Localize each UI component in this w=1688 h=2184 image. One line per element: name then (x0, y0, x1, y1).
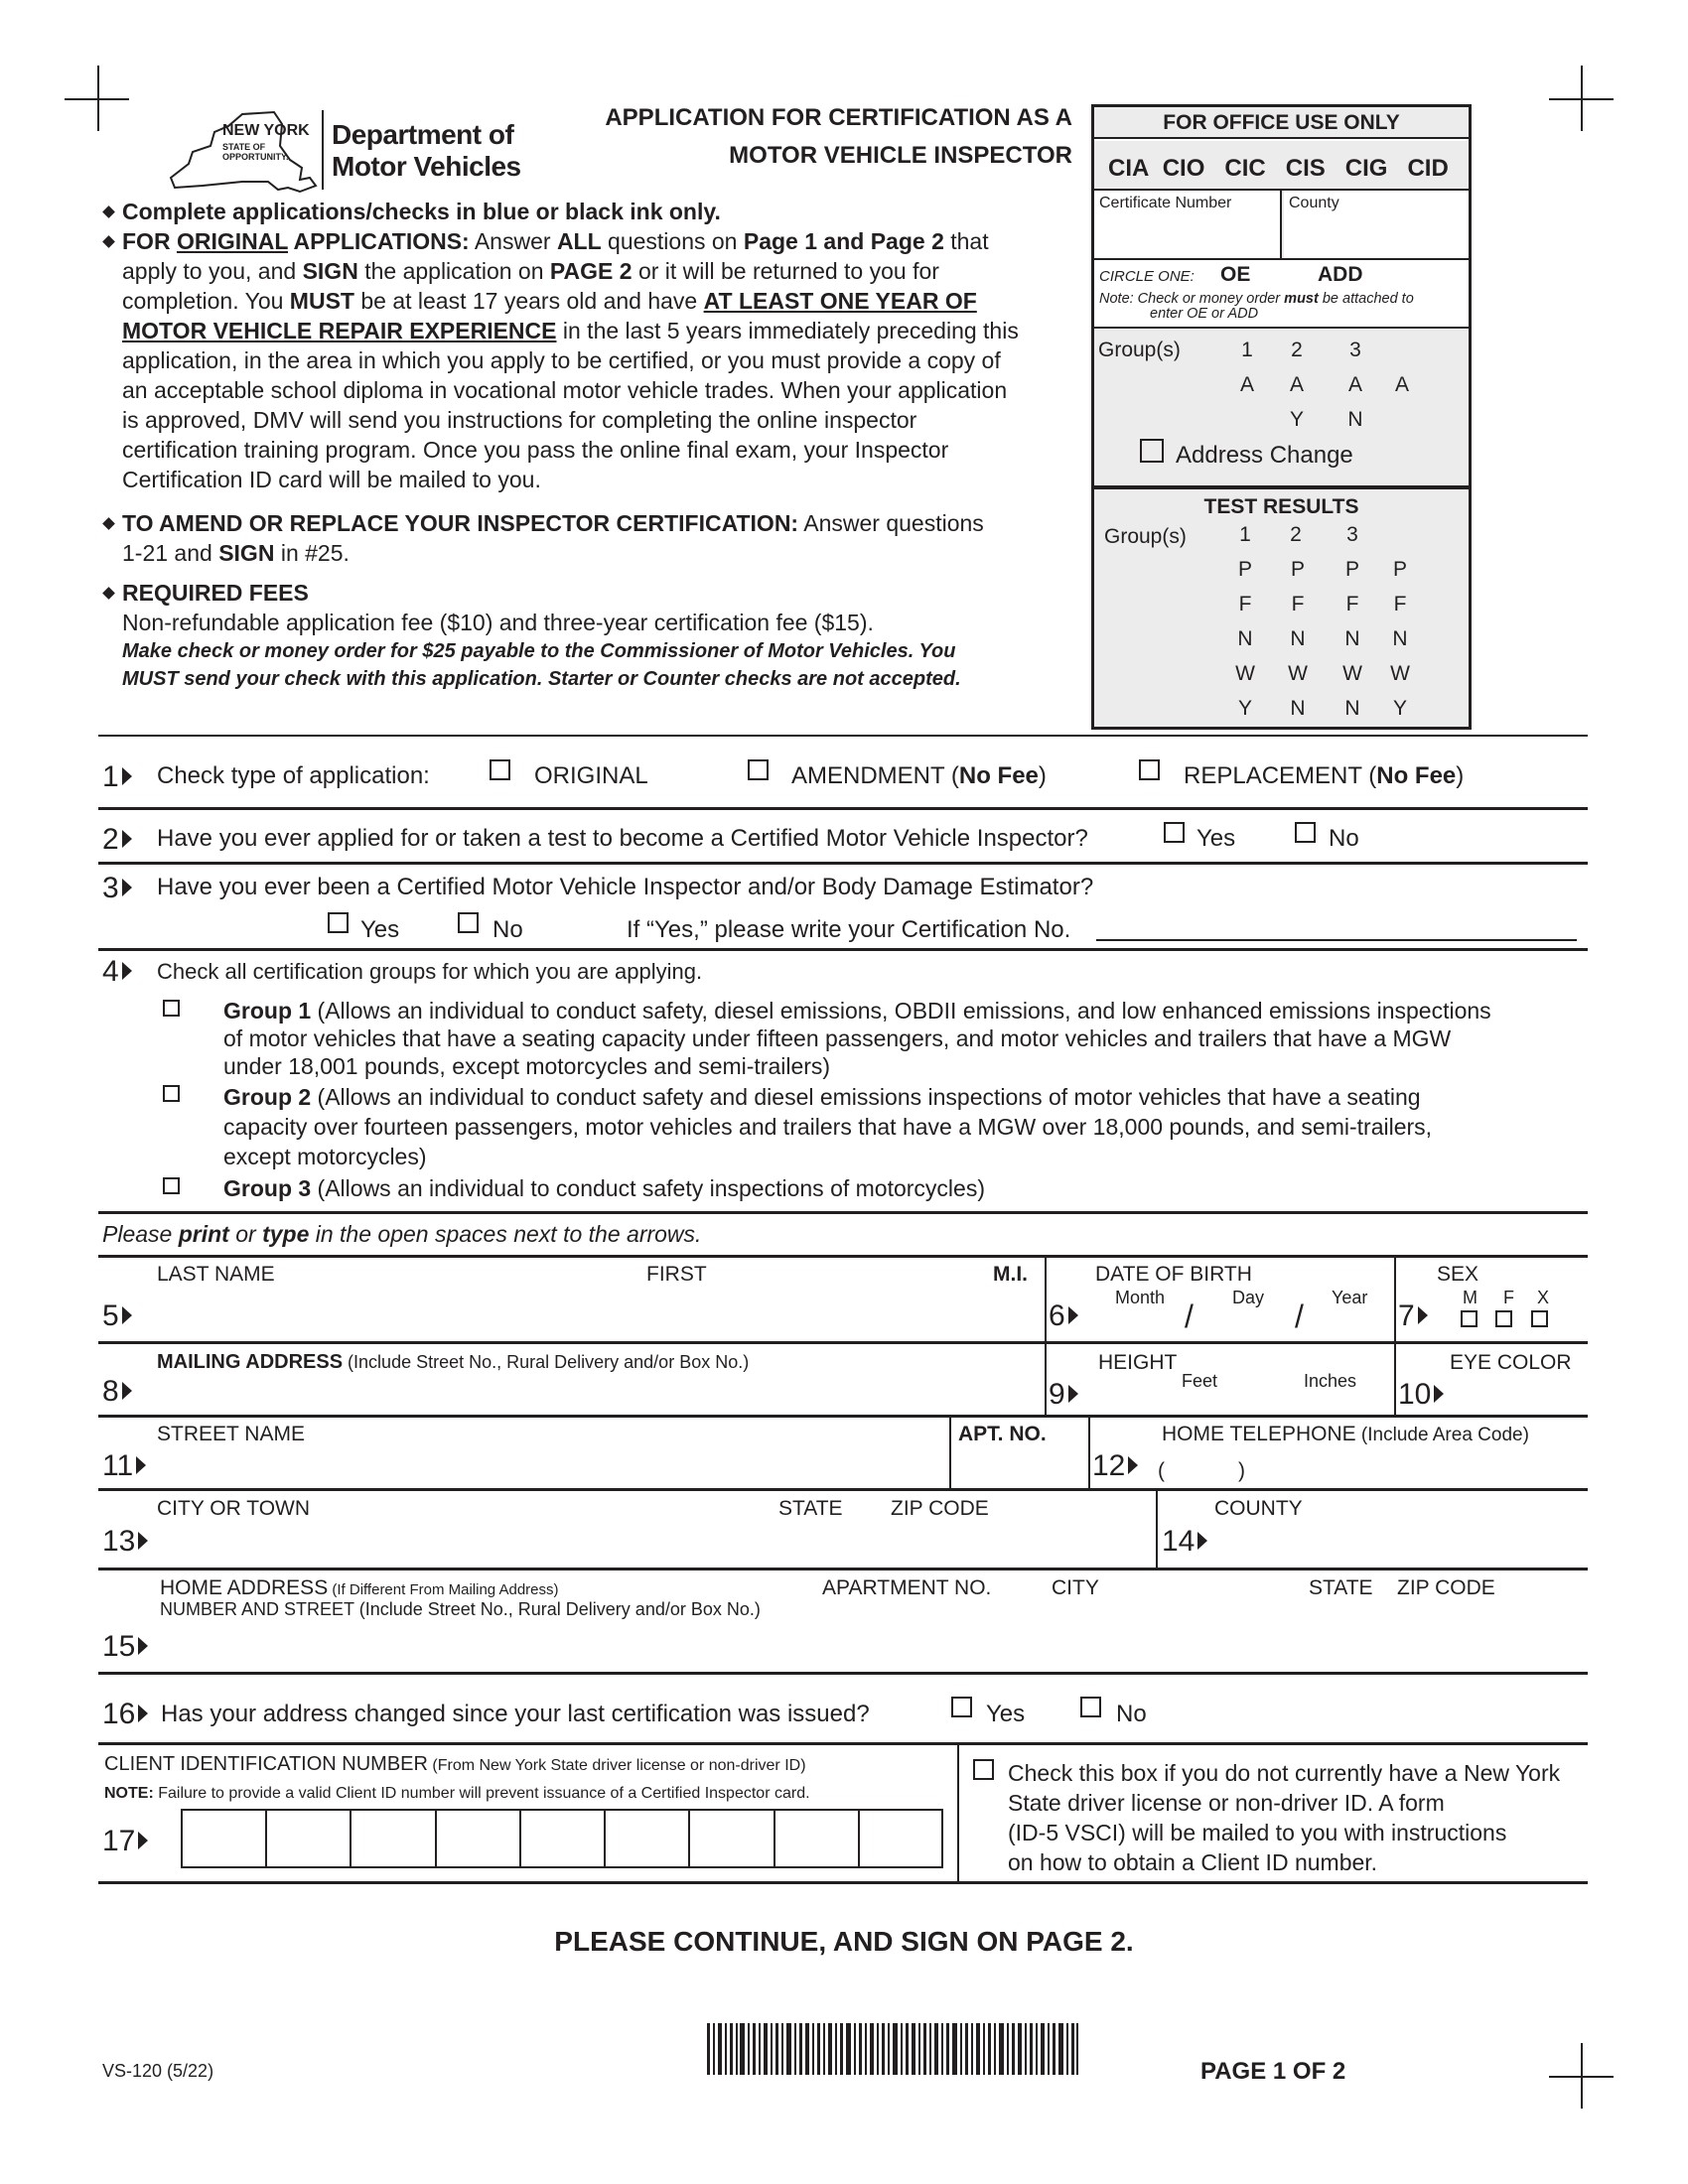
tr-cell: P (1290, 558, 1305, 581)
eye-color-label: EYE COLOR (1450, 1351, 1572, 1374)
city-state-zip-input[interactable] (157, 1525, 1150, 1565)
name-input[interactable] (149, 1291, 1033, 1336)
area-code-open-paren: ( (1158, 1459, 1165, 1482)
group3-description: Group 3 (Allows an individual to conduct safety inspections of motorcycles) (223, 1175, 985, 1201)
section-divider (98, 1415, 1588, 1418)
cert-number-field (1094, 191, 1282, 258)
groups-label: Group(s) (1098, 339, 1181, 361)
print-note: Please print or type in the open spaces next to the arrows. (102, 1221, 702, 1247)
mailing-address-label: MAILING ADDRESS (Include Street No., Rural Delivery and/or Box No.) (157, 1351, 750, 1373)
q16-yes-checkbox[interactable] (951, 1697, 972, 1717)
instruction-line: apply to you, and SIGN the application on PAGE 2 or it will be returned to you for (122, 258, 939, 284)
office-divider (1094, 327, 1469, 329)
amendment-checkbox[interactable] (748, 759, 769, 780)
crop-mark (97, 66, 99, 131)
circle-one-label: CIRCLE ONE: (1099, 268, 1195, 285)
tr-group-num: 3 (1346, 523, 1358, 546)
q3-no-label: No (492, 916, 523, 943)
q16-yes-label: Yes (986, 1701, 1026, 1727)
q3-yes-checkbox[interactable] (328, 912, 349, 933)
nys-dmv-logo (151, 106, 528, 196)
section-divider (98, 735, 1588, 737)
apt-no-label: APT. NO. (958, 1423, 1047, 1445)
barcode-icon (707, 2023, 1078, 2075)
home-address-sublabel: NUMBER AND STREET (Include Street No., Rural Delivery and/or Box No.) (160, 1599, 761, 1619)
tr-group-num: 2 (1290, 523, 1302, 546)
q13-number: 13 (102, 1527, 148, 1557)
zip-label: ZIP CODE (891, 1497, 989, 1520)
tr-cell: N (1290, 627, 1306, 650)
dob-slash: / (1185, 1298, 1194, 1334)
tr-cell: P (1392, 558, 1407, 581)
tr-cell: N (1392, 627, 1408, 650)
test-results-title: TEST RESULTS (1203, 495, 1359, 518)
crop-mark (1581, 2043, 1583, 2109)
q1-number: 1 (102, 762, 132, 792)
q5-number: 5 (102, 1301, 132, 1331)
home-apt-label: APARTMENT NO. (822, 1576, 992, 1599)
logo-dept-line2: Motor Vehicles (332, 151, 521, 182)
tr-cell: Y (1237, 697, 1252, 720)
instruction-line: Non-refundable application fee ($10) and three-year certification fee ($15). (122, 610, 874, 635)
q2-yes-label: Yes (1196, 825, 1236, 852)
no-license-text: Check this box if you do not currently have a New York State driver license or non-driver ID. A form (ID-5 VSCI) will be mailed to you with instructions on how to obtain a Client ID number. (1008, 1760, 1561, 1875)
client-id-note: NOTE: Failure to provide a valid Client ID number will prevent issuance of a Certified Inspector card. (104, 1785, 810, 1802)
last-name-label: LAST NAME (157, 1263, 275, 1286)
home-zip-label: ZIP CODE (1397, 1576, 1495, 1599)
q16-number: 16 (102, 1700, 148, 1729)
apt-no-input[interactable] (955, 1449, 1084, 1485)
page-number: PAGE 1 OF 2 (1200, 2058, 1346, 2085)
tr-cell: W (1288, 662, 1308, 685)
instruction-original: FOR ORIGINAL APPLICATIONS: Answer ALL questions on Page 1 and Page 2 that (102, 226, 1019, 256)
home-address-label: HOME ADDRESS (If Different From Mailing Address) (160, 1576, 559, 1599)
continue-notice: PLEASE CONTINUE, AND SIGN ON PAGE 2. (554, 1926, 1134, 1957)
instruction-line: 1-21 and SIGN in #25. (122, 540, 350, 566)
field-divider (1394, 1343, 1396, 1418)
field-divider (1045, 1343, 1047, 1418)
q15-number: 15 (102, 1632, 148, 1662)
client-id-box-divider (519, 1809, 521, 1868)
home-telephone-label: HOME TELEPHONE (Include Area Code) (1162, 1423, 1529, 1445)
group-y: Y (1289, 408, 1304, 431)
instruction-fees: REQUIRED FEES (102, 578, 1019, 608)
client-id-box-divider (688, 1809, 690, 1868)
instruction-line: MOTOR VEHICLE REPAIR EXPERIENCE in the last 5 years immediately preceding this (122, 318, 1019, 343)
tr-cell: F (1345, 593, 1359, 615)
office-use-box (1091, 104, 1472, 730)
office-note: Note: Check or money order must be attached to (1099, 291, 1414, 307)
replacement-checkbox[interactable] (1139, 759, 1160, 780)
sex-x-checkbox[interactable] (1531, 1310, 1548, 1327)
certification-number-input[interactable] (1096, 939, 1577, 941)
street-name-input[interactable] (157, 1449, 941, 1485)
dob-month-label: Month (1115, 1288, 1166, 1307)
group2-description: Group 2 (Allows an individual to conduct safety and diesel emissions inspections of motor vehicles that have a seating capacity over fourteen passengers, motor vehicles and trailers that have a MGW over 18,000 pounds, and semi-trailers, except motorcycles) (223, 1084, 1433, 1169)
tr-cell: W (1235, 662, 1255, 685)
dob-day-label: Day (1232, 1288, 1265, 1307)
section-divider (98, 1211, 1588, 1214)
q6-number: 6 (1049, 1301, 1078, 1331)
group-a: A (1239, 373, 1254, 396)
tr-cell: F (1393, 593, 1407, 615)
address-change-label: Address Change (1176, 442, 1353, 469)
area-code-close-paren: ) (1238, 1459, 1245, 1482)
section-divider (98, 1341, 1588, 1344)
logo-text-opportunity: OPPORTUNITY. (222, 152, 289, 162)
home-city-label: CITY (1052, 1576, 1099, 1599)
height-input[interactable] (1088, 1390, 1386, 1414)
group-num: 2 (1291, 339, 1303, 361)
q4-label: Check all certification groups for which you are applying. (157, 959, 703, 984)
section-divider (98, 1488, 1588, 1491)
tr-cell: W (1342, 662, 1362, 685)
instruction-line: MUST send your check with this application. Starter or Counter checks are not accepted. (122, 668, 961, 690)
q12-number: 12 (1092, 1451, 1138, 1481)
dob-input[interactable] (1088, 1308, 1386, 1338)
tr-cell: Y (1392, 697, 1407, 720)
instruction-line: Make check or money order for $25 payable to the Commissioner of Motor Vehicles. You (122, 640, 956, 662)
q3-number: 3 (102, 874, 132, 903)
group1-description: Group 1 (Allows an individual to conduct safety, diesel emissions, OBDII emissions, and low enhanced emissions inspections of motor vehicles that have a seating capacity under fifteen passengers, and motor vehicles and trailers that have a MGW under 18,001 pounds, except motorcycles and semi-trailers) (223, 998, 1491, 1079)
q9-number: 9 (1049, 1380, 1078, 1410)
instructions-block (102, 197, 1019, 693)
instruction-line: certification training program. Once you pass the online final exam, your Inspector (122, 437, 949, 463)
q11-number: 11 (102, 1451, 146, 1481)
county-label: COUNTY (1214, 1497, 1303, 1520)
height-feet-label: Feet (1182, 1371, 1218, 1391)
amendment-label: AMENDMENT (No Fee) (791, 762, 1047, 789)
tr-group-num: 1 (1239, 523, 1251, 546)
instruction-line: completion. You MUST be at least 17 years old and have AT LEAST ONE YEAR OF (122, 288, 977, 314)
replacement-label: REPLACEMENT (No Fee) (1184, 762, 1465, 789)
mailing-address-input[interactable] (149, 1376, 1033, 1412)
county-input[interactable] (1221, 1525, 1579, 1565)
dob-slash: / (1295, 1298, 1304, 1334)
section-divider (98, 1742, 1588, 1745)
q10-number: 10 (1398, 1380, 1444, 1410)
form-id: VS-120 (5/22) (102, 2061, 214, 2081)
tr-groups-label: Group(s) (1104, 525, 1187, 548)
instruction-line: application, in the area in which you apply to be certified, or you must provide a copy of (122, 347, 1001, 373)
height-inches-label: Inches (1304, 1371, 1357, 1391)
logo-text-state-of: STATE OF (222, 142, 266, 152)
sex-x-label: X (1537, 1288, 1550, 1307)
oe-option: OE (1220, 263, 1251, 286)
q2-yes-checkbox[interactable] (1164, 822, 1185, 843)
county-label: County (1289, 195, 1339, 211)
tr-cell: P (1237, 558, 1252, 581)
office-title: FOR OFFICE USE ONLY (1163, 111, 1400, 134)
group-a: A (1289, 373, 1304, 396)
group1-checkbox[interactable] (163, 1000, 180, 1017)
field-divider (957, 1744, 959, 1883)
logo-text-new-york: NEW YORK (222, 122, 310, 139)
sex-label: SEX (1437, 1263, 1479, 1286)
q3-label: Have you ever been a Certified Motor Vehicle Inspector and/or Body Damage Estimator? (157, 874, 1094, 900)
q3-no-checkbox[interactable] (458, 912, 479, 933)
address-change-checkbox[interactable] (1140, 439, 1164, 463)
tr-cell: N (1344, 697, 1360, 720)
q2-no-label: No (1329, 825, 1359, 852)
instruction-line: is approved, DMV will send you instructions for completing the online inspector (122, 407, 917, 433)
q3-if-yes-label: If “Yes,” please write your Certification No. (627, 916, 1071, 943)
home-state-label: STATE (1309, 1576, 1373, 1599)
sex-m-label: M (1463, 1288, 1477, 1307)
section-divider (98, 1672, 1588, 1675)
client-id-box-divider (435, 1809, 437, 1868)
original-checkbox[interactable] (490, 759, 510, 780)
section-divider (98, 948, 1588, 951)
section-divider (98, 862, 1588, 865)
original-label: ORIGINAL (534, 762, 648, 789)
client-id-box-divider (604, 1809, 606, 1868)
client-id-box-divider (774, 1809, 775, 1868)
q16-no-label: No (1116, 1701, 1147, 1727)
no-license-checkbox[interactable] (973, 1759, 994, 1780)
q2-no-checkbox[interactable] (1295, 822, 1316, 843)
tr-cell: P (1344, 558, 1359, 581)
home-telephone-input[interactable] (1158, 1451, 1580, 1487)
q3-yes-label: Yes (360, 916, 400, 943)
tr-cell: N (1344, 627, 1360, 650)
q7-number: 7 (1398, 1301, 1428, 1331)
home-address-input[interactable] (157, 1624, 1577, 1668)
mi-label: M.I. (993, 1263, 1028, 1286)
q2-number: 2 (102, 825, 132, 855)
client-id-box-divider (858, 1809, 860, 1868)
client-id-box-divider (265, 1809, 267, 1868)
form-title-line1: APPLICATION FOR CERTIFICATION AS A (605, 104, 1072, 131)
q2-label: Have you ever applied for or taken a test to become a Certified Motor Vehicle Inspector? (157, 825, 1088, 852)
city-label: CITY OR TOWN (157, 1497, 311, 1520)
dob-year-label: Year (1332, 1288, 1368, 1307)
state-label: STATE (778, 1497, 843, 1520)
field-divider (1156, 1490, 1158, 1570)
group2-checkbox[interactable] (163, 1085, 180, 1102)
instruction-line: an acceptable school diploma in vocational motor vehicle trades. When your application (122, 377, 1008, 403)
field-divider (949, 1417, 951, 1491)
crop-mark (1581, 66, 1583, 131)
first-name-label: FIRST (646, 1263, 707, 1286)
group-a: A (1347, 373, 1362, 396)
form-title-line2: MOTOR VEHICLE INSPECTOR (729, 142, 1072, 169)
office-note-line2: enter OE or ADD (1150, 306, 1259, 322)
sex-f-label: F (1503, 1288, 1514, 1307)
cert-number-label: Certificate Number (1099, 195, 1232, 211)
logo-divider (322, 110, 324, 190)
tr-cell: N (1290, 697, 1306, 720)
add-option: ADD (1318, 263, 1363, 286)
client-id-input[interactable] (181, 1809, 943, 1868)
section-divider (98, 807, 1588, 810)
q4-number: 4 (102, 957, 132, 987)
section-divider (98, 1881, 1588, 1884)
dob-label: DATE OF BIRTH (1095, 1263, 1252, 1286)
field-divider (1088, 1417, 1090, 1491)
county-field (1284, 191, 1469, 258)
q17-number: 17 (102, 1827, 148, 1856)
group3-checkbox[interactable] (163, 1177, 180, 1194)
client-id-box-divider (350, 1809, 352, 1868)
client-id-label: CLIENT IDENTIFICATION NUMBER (From New York State driver license or non-driver ID) (104, 1753, 806, 1775)
q8-number: 8 (102, 1377, 132, 1407)
instruction-line: Certification ID card will be mailed to you. (122, 467, 541, 492)
logo-dept-line1: Department of (332, 119, 514, 150)
eye-color-input[interactable] (1460, 1386, 1584, 1414)
sex-m-checkbox[interactable] (1461, 1310, 1477, 1327)
street-name-label: STREET NAME (157, 1423, 305, 1445)
tr-cell: W (1390, 662, 1410, 685)
group-n: N (1347, 408, 1363, 431)
field-divider (1045, 1257, 1047, 1343)
instruction-amend: TO AMEND OR REPLACE YOUR INSPECTOR CERTIFICATION: Answer questions (102, 508, 1019, 538)
tr-cell: F (1291, 593, 1305, 615)
sex-f-checkbox[interactable] (1495, 1310, 1512, 1327)
instruction-ink: Complete applications/checks in blue or black ink only. (102, 197, 1019, 226)
group-num: 1 (1241, 339, 1253, 361)
group-num: 3 (1349, 339, 1361, 361)
height-label: HEIGHT (1098, 1351, 1178, 1374)
q16-label: Has your address changed since your last certification was issued? (161, 1701, 870, 1727)
q14-number: 14 (1162, 1527, 1207, 1557)
group-a: A (1394, 373, 1409, 396)
section-divider (98, 1568, 1588, 1570)
q16-no-checkbox[interactable] (1080, 1697, 1101, 1717)
section-divider (98, 1255, 1588, 1258)
q1-label: Check type of application: (157, 762, 430, 789)
office-codes: CIA CIO CIC CIS CIG CID (1108, 155, 1449, 182)
tr-cell: F (1238, 593, 1252, 615)
field-divider (1394, 1257, 1396, 1343)
tr-cell: N (1237, 627, 1253, 650)
